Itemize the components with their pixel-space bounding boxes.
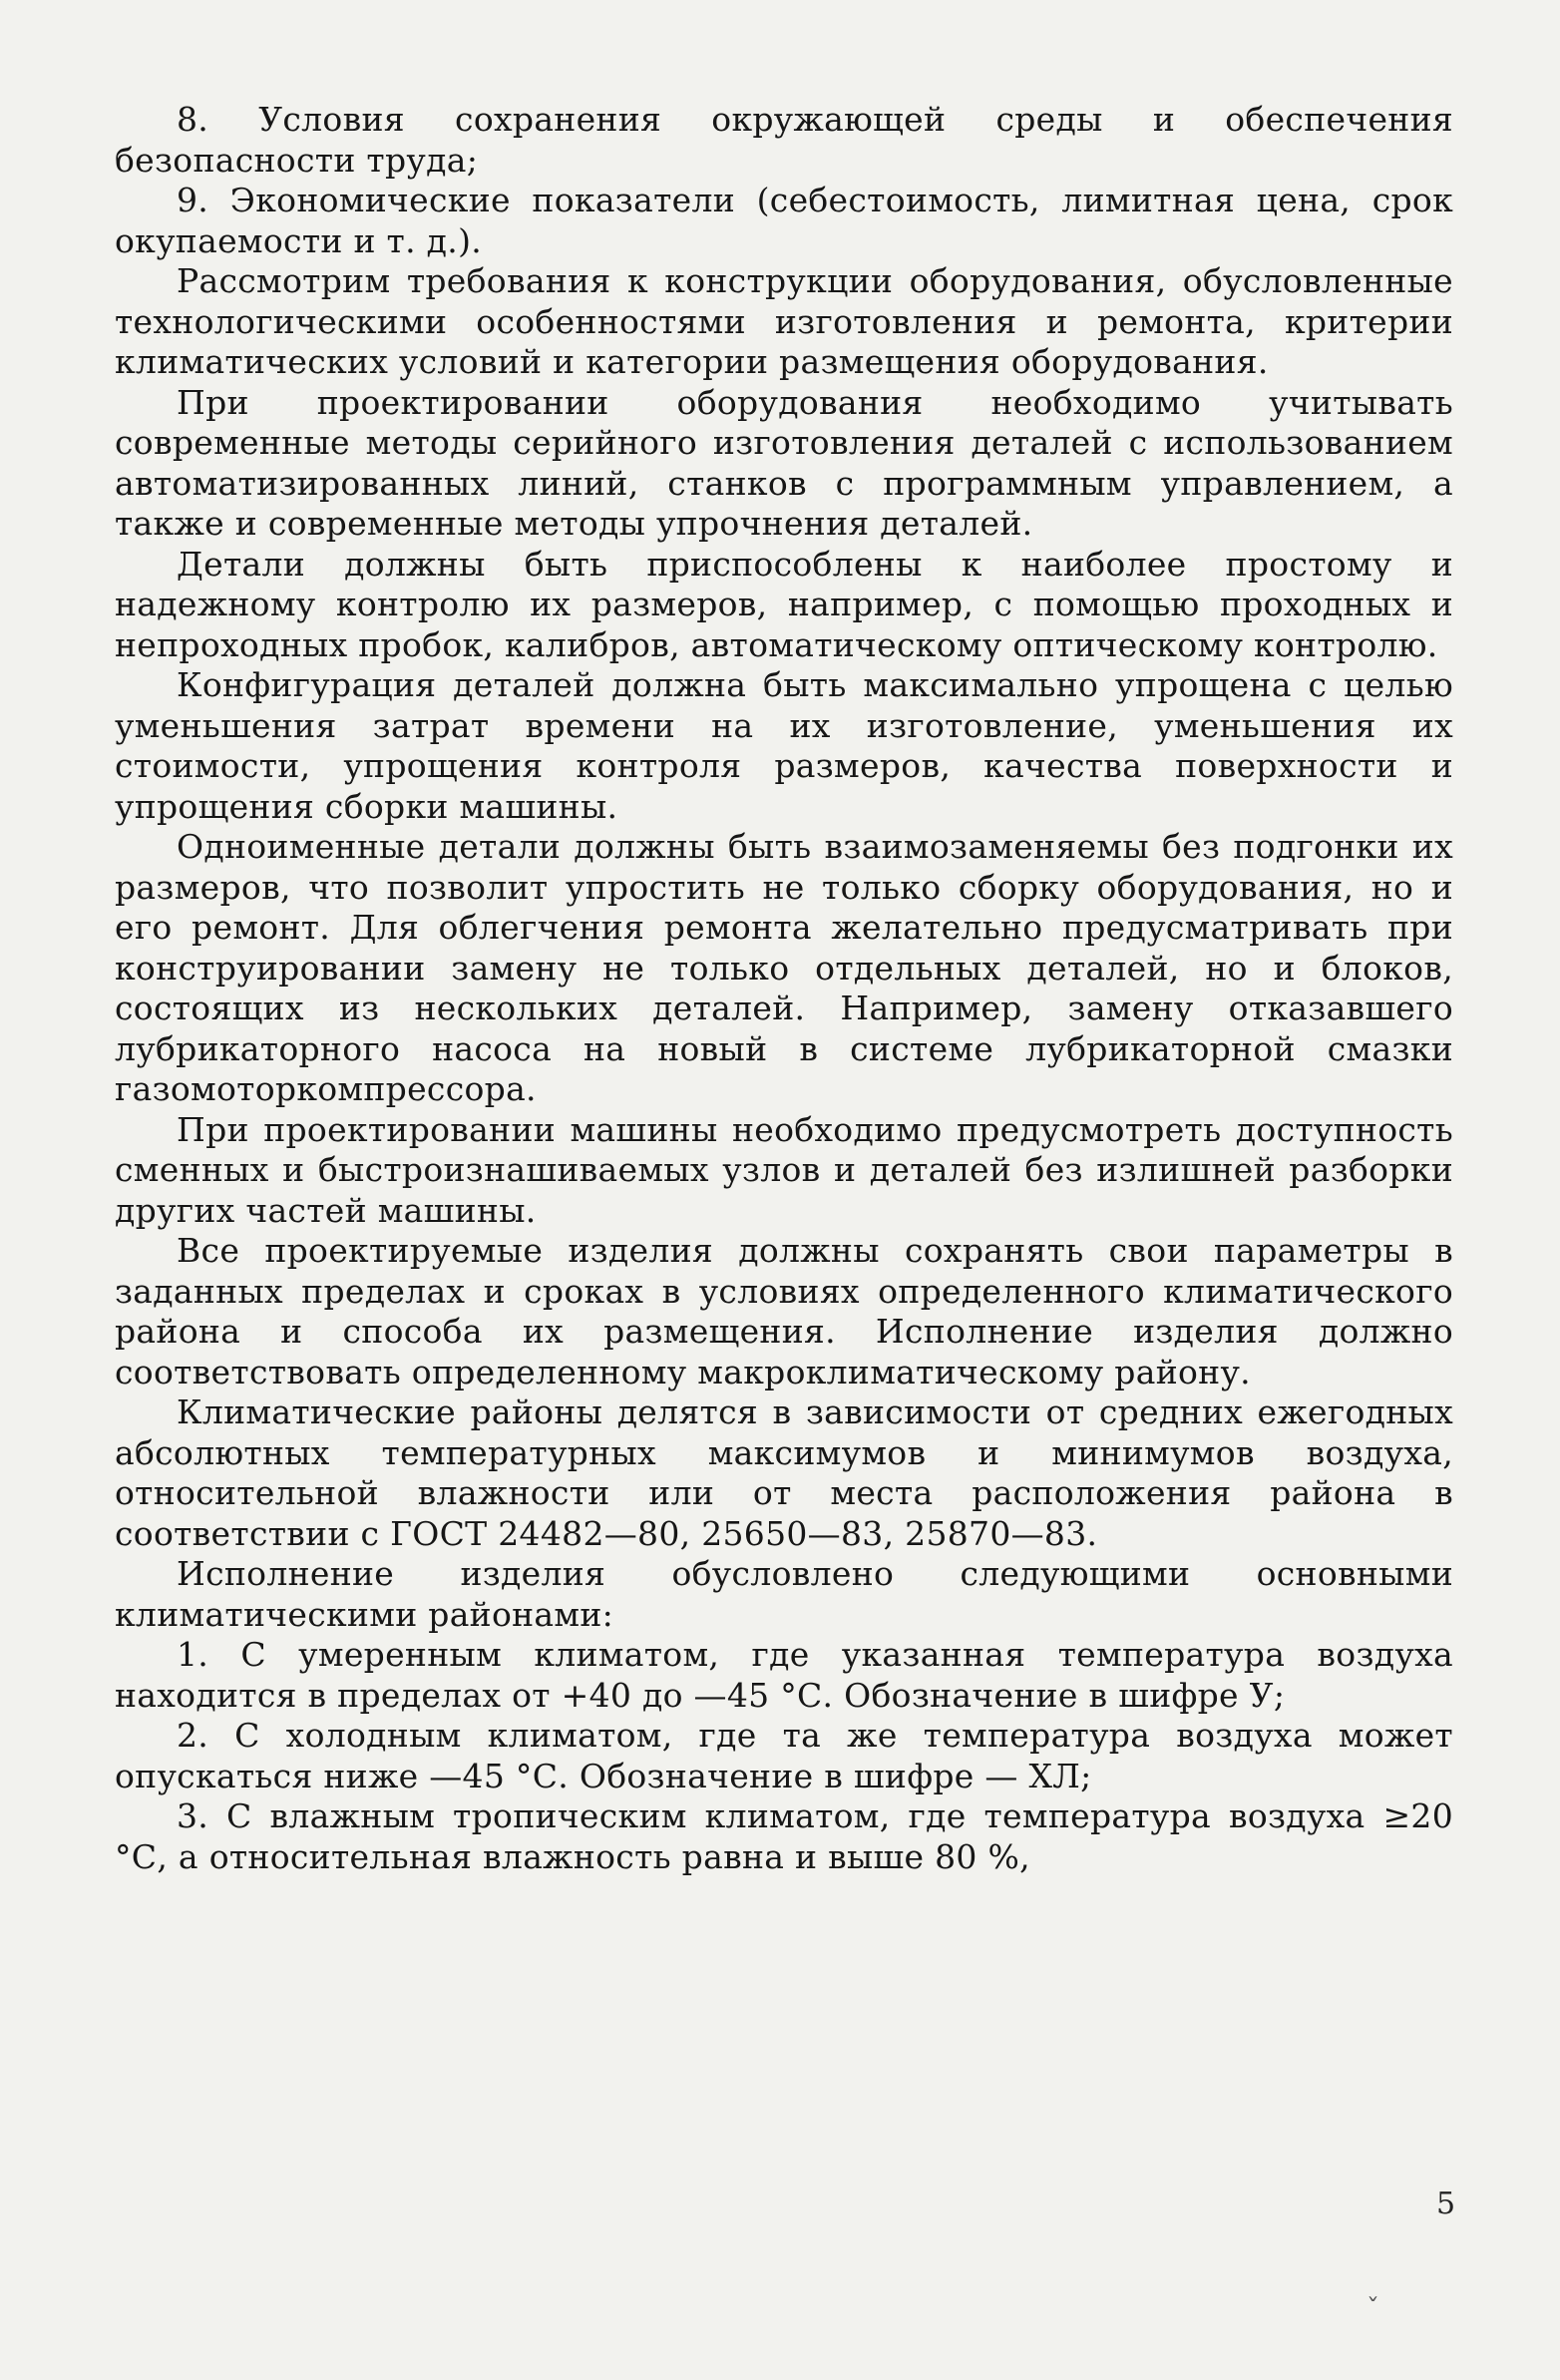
paragraph-accessibility: При проектировании машины необходимо предусмотреть доступность сменных и быстроизнашиваемых узлов и деталей без излишней разборки других частей машины. bbox=[115, 1109, 1453, 1230]
paragraph-item-8: 8. Условия сохранения окружающей среды и обеспечения безопасности труда; bbox=[115, 100, 1453, 180]
paragraph-climate-parameters: Все проектируемые изделия должны сохранять свои параметры в заданных пределах и сроках в условиях определенного климатического района и способа их размещения. Исполнение изделия должно соответствовать определенному макроклиматическому району. bbox=[115, 1231, 1453, 1391]
paragraph-inspection: Детали должны быть приспособлены к наиболее простому и надежному контролю их размеров, например, с помощью проходных и непроходных пробок, калибров, автоматическому оптическому контролю. bbox=[115, 544, 1453, 664]
paragraph-interchangeability: Одноименные детали должны быть взаимозаменяемы без подгонки их размеров, что позволит упростить не только сборку оборудования, но и его ремонт. Для облегчения ремонта желательно предусматривать при конструировании замену не только отдельных деталей, но и блоков, состоящих из нескольких деталей. Например, замену отказавшего лубрикаторного насоса на новый в системе лубрикаторной смазки газомоторкомпрессора. bbox=[115, 827, 1453, 1108]
page-number: 5 bbox=[1436, 2186, 1456, 2221]
paragraph-execution-intro: Исполнение изделия обусловлено следующими основными климатическими районами: bbox=[115, 1554, 1453, 1634]
paragraph-climate-moderate: 1. С умеренным климатом, где указанная температура воздуха находится в пределах от +40 до —45 °С. Обозначение в шифре У; bbox=[115, 1635, 1453, 1715]
page-body bbox=[115, 100, 1453, 1877]
paragraph-climate-cold: 2. С холодным климатом, где та же температура воздуха может опускаться ниже —45 °С. Обозначение в шифре — ХЛ; bbox=[115, 1716, 1453, 1795]
paragraph-design-methods: При проектировании оборудования необходимо учитывать современные методы серийного изготовления деталей с использованием автоматизированных линий, станков с программным управлением, а также и современные методы упрочнения деталей. bbox=[115, 382, 1453, 543]
scan-mark: ˇ bbox=[1366, 2294, 1379, 2324]
paragraph-climate-tropical: 3. С влажным тропическим климатом, где температура воздуха ≥20 °С, а относительная влажность равна и выше 80 %, bbox=[115, 1796, 1453, 1876]
paragraph-configuration: Конфигурация деталей должна быть максимально упрощена с целью уменьшения затрат времени на их изготовление, уменьшения их стоимости, упрощения контроля размеров, качества поверхности и упрощения сборки машины. bbox=[115, 665, 1453, 826]
paragraph-item-9: 9. Экономические показатели (себестоимость, лимитная цена, срок окупаемости и т. д.). bbox=[115, 181, 1453, 260]
paragraph-climate-regions: Климатические районы делятся в зависимости от средних ежегодных абсолютных температурных максимумов и минимумов воздуха, относительной влажности или от места расположения района в соответствии с ГОСТ 24482—80, 25650—83, 25870—83. bbox=[115, 1392, 1453, 1553]
paragraph-requirements: Рассмотрим требования к конструкции оборудования, обусловленные технологическими особенностями изготовления и ремонта, критерии климатических условий и категории размещения оборудования. bbox=[115, 261, 1453, 381]
